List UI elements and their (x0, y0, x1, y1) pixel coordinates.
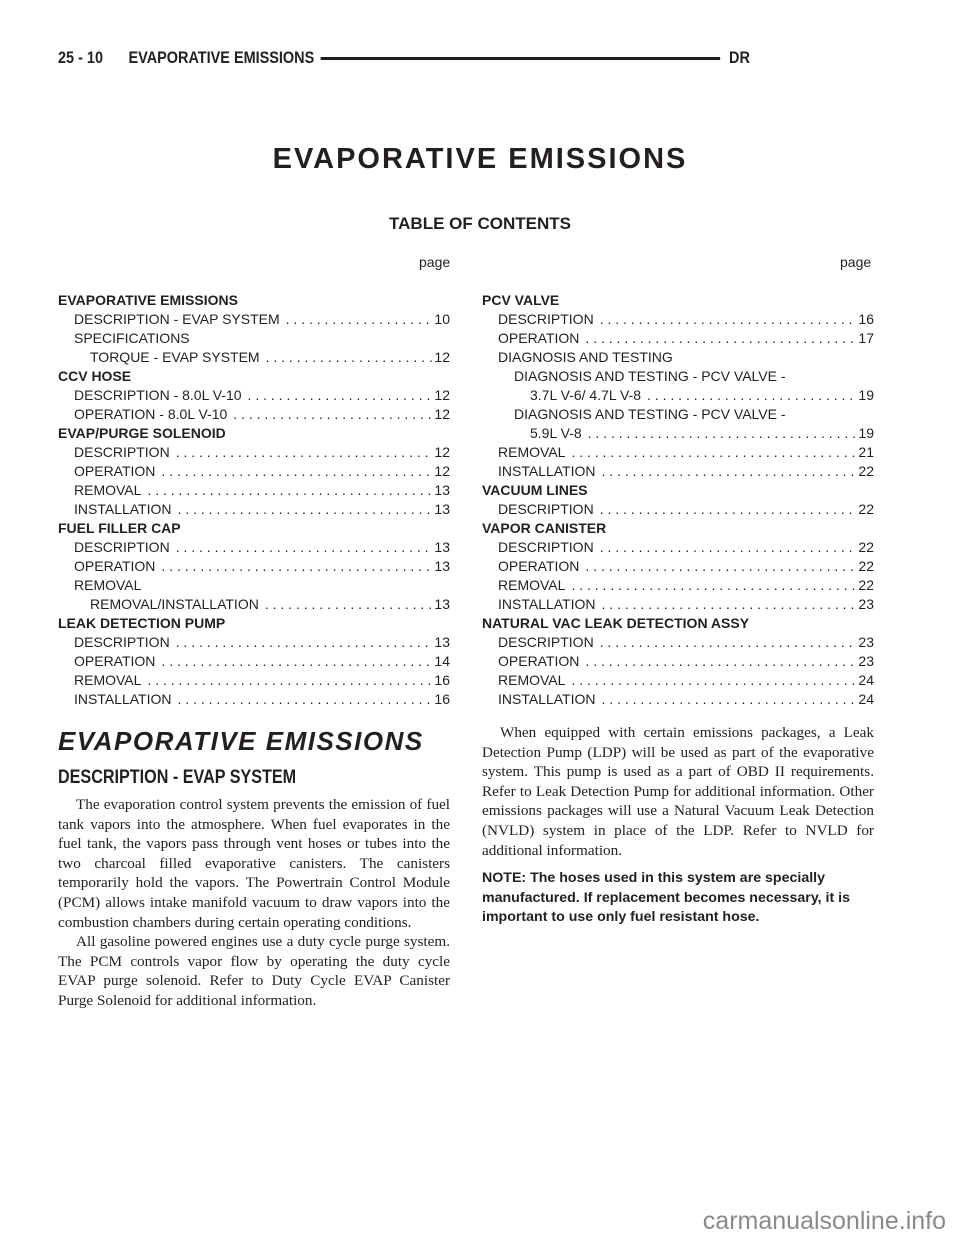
dot-leader (147, 481, 432, 500)
toc-entry[interactable] (482, 386, 874, 405)
toc-page-label-left: page (419, 254, 451, 270)
toc-entry-title: INSTALLATION (74, 501, 172, 517)
toc-entry-page: 16 (434, 672, 450, 688)
toc-entry-title: DESCRIPTION (74, 634, 170, 650)
dot-leader (265, 595, 433, 614)
toc-entry-title: INSTALLATION (498, 596, 596, 612)
toc-entry-title: 3.7L V-6/ 4.7L V-8 (530, 387, 642, 403)
toc-entry-title: OPERATION (498, 653, 580, 669)
toc-entry[interactable] (58, 671, 450, 690)
toc-entry-page: 13 (434, 539, 450, 555)
toc-entry[interactable] (482, 614, 874, 633)
toc-entry[interactable] (58, 538, 450, 557)
toc-right-column (482, 291, 874, 709)
toc-entry-title: EVAPORATIVE EMISSIONS (58, 292, 238, 308)
toc-entry-title: SPECIFICATIONS (74, 330, 190, 346)
toc-entry-page: 24 (858, 691, 874, 707)
toc-entry-page: 24 (858, 672, 874, 688)
toc-entry-title: REMOVAL/INSTALLATION (90, 596, 259, 612)
toc-entry[interactable] (58, 690, 450, 709)
toc-entry[interactable] (58, 614, 450, 633)
toc-entry-title: INSTALLATION (498, 463, 596, 479)
body-left (58, 795, 450, 1011)
toc-entry[interactable] (58, 652, 450, 671)
toc-entry-page: 22 (858, 539, 874, 555)
header-model: DR (729, 48, 750, 67)
toc-entry-page: 22 (858, 463, 874, 479)
dot-leader (571, 443, 856, 462)
dot-leader (600, 500, 857, 519)
toc-entry-title: CCV HOSE (58, 368, 132, 384)
toc-entry[interactable] (58, 462, 450, 481)
toc-entry[interactable] (482, 424, 874, 443)
dot-leader (588, 424, 857, 443)
toc-entry[interactable] (482, 576, 874, 595)
dot-leader (602, 690, 857, 709)
toc-entry-page: 12 (434, 406, 450, 422)
dot-leader (266, 348, 433, 367)
toc-entry-title: VACUUM LINES (482, 482, 588, 498)
toc-entry-page: 14 (434, 653, 450, 669)
paragraph: The evaporation control system prevents the emission of fuel tank vapors into the atmosphere. When fuel evaporates in the fuel tank, the vapors pass through vent hoses or tubes into the two charcoal filled evaporative canisters. The canisters temporarily hold the vapors. The Powertrain Control Module (PCM) allows intake manifold vacuum to draw vapors into the combustion chambers during certain operating conditions. (58, 796, 450, 931)
toc-entry-title: DESCRIPTION (74, 444, 170, 460)
dot-leader (585, 557, 856, 576)
toc-entry-page: 17 (858, 330, 874, 346)
toc-entry[interactable] (482, 595, 874, 614)
toc-entry[interactable] (58, 291, 450, 310)
toc-entry[interactable] (482, 443, 874, 462)
toc-entry[interactable] (482, 481, 874, 500)
dot-leader (178, 500, 433, 519)
toc-entry-page: 16 (434, 691, 450, 707)
toc-entry-page: 19 (858, 425, 874, 441)
toc-entry[interactable] (482, 671, 874, 690)
toc-entry[interactable] (58, 310, 450, 329)
dot-leader (178, 690, 433, 709)
toc-entry-page: 23 (858, 634, 874, 650)
note: NOTE: The hoses used in this system are specially manufactured. If replacement becomes necessary, it is important to use only fuel resistant hose. (482, 870, 850, 926)
toc-entry-page: 22 (858, 558, 874, 574)
dot-leader (161, 652, 432, 671)
toc-entry-title: VAPOR CANISTER (482, 520, 607, 536)
toc-entry-title: OPERATION (498, 330, 580, 346)
toc-entry-page: 12 (434, 463, 450, 479)
dot-leader (600, 310, 857, 329)
toc-entry-title: EVAP/PURGE SOLENOID (58, 425, 226, 441)
page-title: EVAPORATIVE EMISSIONS (272, 143, 688, 175)
toc-entry[interactable] (58, 633, 450, 652)
toc-heading: TABLE OF CONTENTS (389, 214, 571, 233)
toc-entry[interactable] (58, 386, 450, 405)
toc-entry-title: REMOVAL (498, 577, 566, 593)
toc-entry-page: 13 (434, 634, 450, 650)
toc-entry-page: 16 (858, 311, 874, 327)
toc-entry-title: DESCRIPTION - 8.0L V-10 (74, 387, 242, 403)
toc-entry[interactable] (482, 329, 874, 348)
header-rule (321, 57, 721, 60)
toc-entry[interactable] (482, 291, 874, 310)
toc-entry-title: OPERATION - 8.0L V-10 (74, 406, 228, 422)
toc-entry[interactable] (482, 557, 874, 576)
dot-leader (147, 671, 432, 690)
toc-entry-title: DIAGNOSIS AND TESTING - PCV VALVE - (514, 406, 786, 422)
toc-entry[interactable] (482, 652, 874, 671)
dot-leader (176, 538, 433, 557)
toc-entry-title: DESCRIPTION - EVAP SYSTEM (74, 311, 280, 327)
toc-entry-page: 13 (434, 558, 450, 574)
toc-entry-title: DIAGNOSIS AND TESTING - PCV VALVE - (514, 368, 786, 384)
body-right (482, 723, 874, 928)
toc-entry-title: FUEL FILLER CAP (58, 520, 181, 536)
toc-entry-title: NATURAL VAC LEAK DETECTION ASSY (482, 615, 750, 631)
dot-leader (600, 633, 857, 652)
watermark: carmanualsonline.info (702, 1207, 946, 1235)
dot-leader (585, 329, 856, 348)
toc-entry-title: OPERATION (74, 558, 156, 574)
toc-entry-title: DIAGNOSIS AND TESTING (498, 349, 673, 365)
toc-entry-page: 23 (858, 653, 874, 669)
dot-leader (571, 671, 856, 690)
toc-entry-page: 19 (858, 387, 874, 403)
toc-entry-title: PCV VALVE (482, 292, 560, 308)
toc-entry-page: 12 (434, 349, 450, 365)
dot-leader (571, 576, 856, 595)
paragraph: All gasoline powered engines use a duty cycle purge system. The PCM controls vapor flow by operating the duty cycle EVAP purge solenoid. Refer to Duty Cycle EVAP Canister Purge Solenoid for additional information. (58, 933, 450, 1009)
toc-entry-page: 12 (434, 444, 450, 460)
dot-leader (176, 443, 433, 462)
toc-entry-page: 22 (858, 577, 874, 593)
toc-entry[interactable] (482, 519, 874, 538)
toc-entry-title: LEAK DETECTION PUMP (58, 615, 226, 631)
toc-entry[interactable] (482, 367, 874, 386)
toc-entry[interactable] (482, 633, 874, 652)
dot-leader (161, 557, 432, 576)
toc-entry[interactable] (482, 500, 874, 519)
dot-leader (161, 462, 432, 481)
toc-entry[interactable] (58, 519, 450, 538)
dot-leader (647, 386, 856, 405)
toc-page-label-right: page (840, 254, 872, 270)
toc-entry[interactable] (58, 557, 450, 576)
toc-entry[interactable] (58, 424, 450, 443)
toc-entry-title: OPERATION (74, 653, 156, 669)
dot-leader (176, 633, 433, 652)
toc-entry-title: REMOVAL (74, 672, 142, 688)
toc-entry-page: 13 (434, 501, 450, 517)
toc-entry[interactable] (58, 443, 450, 462)
toc-entry-page: 13 (434, 596, 450, 612)
toc-entry-title: REMOVAL (498, 672, 566, 688)
toc-entry[interactable] (482, 690, 874, 709)
subsection-heading: DESCRIPTION - EVAP SYSTEM (58, 767, 297, 788)
toc-entry[interactable] (482, 348, 874, 367)
toc-entry[interactable] (58, 348, 450, 367)
page-number: 25 - 10 (58, 48, 103, 67)
toc-entry[interactable] (482, 538, 874, 557)
header-section: EVAPORATIVE EMISSIONS (128, 48, 315, 67)
toc-entry[interactable] (58, 595, 450, 614)
toc-entry-page: 23 (858, 596, 874, 612)
toc-entry[interactable] (58, 405, 450, 424)
toc-entry-title: DESCRIPTION (498, 634, 594, 650)
dot-leader (248, 386, 433, 405)
dot-leader (602, 595, 857, 614)
toc-entry-title: OPERATION (498, 558, 580, 574)
toc-entry-title: TORQUE - EVAP SYSTEM (90, 349, 260, 365)
toc-entry[interactable] (58, 576, 450, 595)
toc-entry-title: DESCRIPTION (498, 311, 594, 327)
dot-leader (233, 405, 432, 424)
toc-entry-page: 12 (434, 387, 450, 403)
toc-entry-title: 5.9L V-8 (530, 425, 582, 441)
toc-entry-page: 22 (858, 501, 874, 517)
toc-entry-page: 21 (858, 444, 874, 460)
page-header (58, 44, 874, 72)
toc-entry-page: 10 (434, 311, 450, 327)
toc-entry-title: INSTALLATION (74, 691, 172, 707)
section-heading: EVAPORATIVE EMISSIONS (58, 726, 424, 756)
dot-leader (602, 462, 857, 481)
dot-leader (585, 652, 856, 671)
toc-entry-title: OPERATION (74, 463, 156, 479)
toc-entry-page: 13 (434, 482, 450, 498)
toc-entry-title: DESCRIPTION (498, 539, 594, 555)
toc-entry[interactable] (58, 367, 450, 386)
toc-entry-title: REMOVAL (74, 482, 142, 498)
dot-leader (600, 538, 857, 557)
toc-entry[interactable] (482, 310, 874, 329)
toc-entry-title: DESCRIPTION (74, 539, 170, 555)
dot-leader (286, 310, 433, 329)
toc-entry[interactable] (482, 405, 874, 424)
paragraph: When equipped with certain emissions packages, a Leak Detection Pump (LDP) will be used as part of the evaporative system. This pump is used as a part of OBD II requirements. Refer to Leak Detection Pump for additional information. Other emissions packages will use a Natural Vacuum Leak Detection (NVLD) system in place of the LDP. Refer to NVLD for additional information. (482, 724, 874, 859)
toc-entry-title: DESCRIPTION (498, 501, 594, 517)
toc-entry-title: INSTALLATION (498, 691, 596, 707)
toc-entry-title: REMOVAL (74, 577, 142, 593)
toc-entry[interactable] (58, 329, 450, 348)
toc-left-column (58, 291, 450, 709)
toc-entry-title: REMOVAL (498, 444, 566, 460)
toc-entry[interactable] (482, 462, 874, 481)
toc-entry[interactable] (58, 500, 450, 519)
toc-entry[interactable] (58, 481, 450, 500)
